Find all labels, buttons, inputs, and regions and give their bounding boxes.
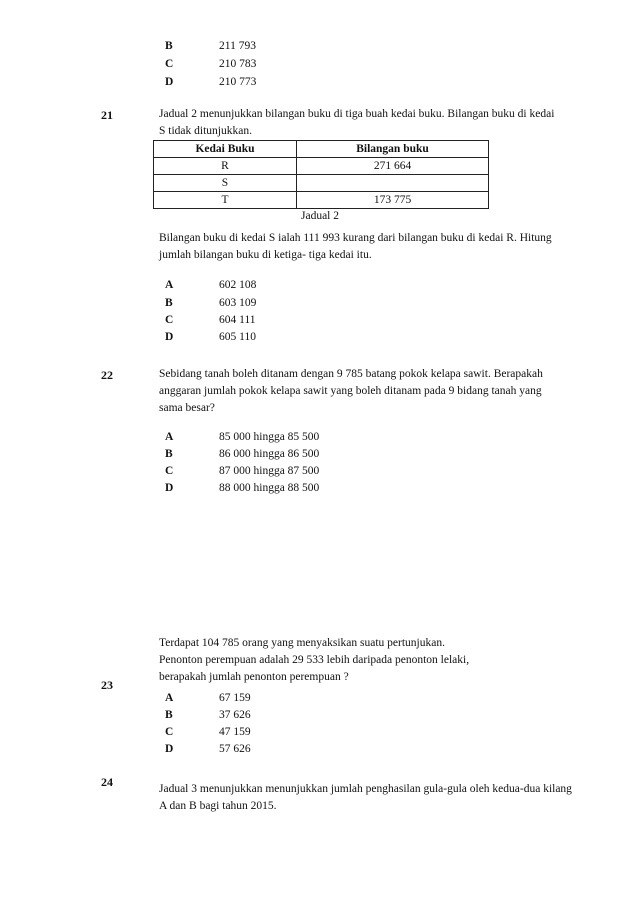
table-cell-bilangan: 173 775 <box>297 192 489 209</box>
table-caption: Jadual 2 <box>301 210 340 222</box>
q23-question-line2: Penonton perempuan adalah 29 533 lebih daripada penonton lelaki, <box>159 654 470 666</box>
q21-intro-line1: Jadual 2 menunjukkan bilangan buku di tiga buah kedai buku. Bilangan buku di kedai <box>159 108 555 120</box>
q20-option-b-text: 211 793 <box>219 40 256 52</box>
q22-option-b-text: 86 000 hingga 86 500 <box>219 448 320 460</box>
q21-question <box>159 230 552 264</box>
table-header-row <box>154 141 489 158</box>
q22-question-line2: anggaran jumlah pokok kelapa sawit yang boleh ditanam pada 9 bidang tanah yang <box>159 385 542 397</box>
q23-option-b-text: 37 626 <box>219 709 251 721</box>
q20-option-d-letter: D <box>165 76 174 88</box>
q22-option-c-letter: C <box>165 465 174 477</box>
q21-option-c-letter: C <box>165 314 174 326</box>
q21-question-line1: Bilangan buku di kedai S ialah 111 993 kurang dari bilangan buku di kedai R. Hitung <box>159 232 552 244</box>
q21-question-line2: jumlah bilangan buku di ketiga- tiga kedai itu. <box>159 249 372 261</box>
q24-question <box>159 781 572 815</box>
q23-option-a-letter: A <box>165 692 174 704</box>
jadual-2-table <box>153 140 489 209</box>
q24-question-line1: Jadual 3 menunjukkan menunjukkan jumlah penghasilan gula-gula oleh kedua-dua kilang <box>159 783 572 795</box>
q21-option-a-text: 602 108 <box>219 279 257 291</box>
q21-option-d-text: 605 110 <box>219 331 256 343</box>
q23-option-b-letter: B <box>165 709 173 721</box>
table-cell-bilangan <box>297 175 489 192</box>
question-number-22: 22 <box>101 368 113 382</box>
q21-option-b-text: 603 109 <box>219 297 257 309</box>
question-number-24: 24 <box>101 775 113 789</box>
q22-option-b-letter: B <box>165 448 173 460</box>
q20-option-c-text: 210 783 <box>219 58 257 70</box>
table-row <box>154 192 489 209</box>
table-row <box>154 175 489 192</box>
q23-option-c-text: 47 159 <box>219 726 251 738</box>
q23-question-line3: berapakah jumlah penonton perempuan ? <box>159 671 349 683</box>
q22-question <box>159 366 543 417</box>
q23-option-c-letter: C <box>165 726 174 738</box>
q23-option-d-text: 57 626 <box>219 743 251 755</box>
q20-option-d-text: 210 773 <box>219 76 257 88</box>
q23-question-line1: Terdapat 104 785 orang yang menyaksikan suatu pertunjukan. <box>159 637 445 649</box>
table-row <box>154 158 489 175</box>
q22-question-line3: sama besar? <box>159 402 215 414</box>
question-number-23: 23 <box>101 678 113 692</box>
q21-option-a-letter: A <box>165 279 174 291</box>
q21-option-c-text: 604 111 <box>219 314 256 326</box>
table-header-bilangan: Bilangan buku <box>297 141 489 158</box>
q22-option-c-text: 87 000 hingga 87 500 <box>219 465 320 477</box>
q22-option-d-text: 88 000 hingga 88 500 <box>219 482 320 494</box>
q21-option-d-letter: D <box>165 331 174 343</box>
q23-option-a-text: 67 159 <box>219 692 251 704</box>
q20-option-c-letter: C <box>165 58 174 70</box>
q22-option-a-letter: A <box>165 431 174 443</box>
table-cell-kedai: S <box>154 175 297 192</box>
q21-option-b-letter: B <box>165 297 173 309</box>
q21-intro <box>159 106 554 140</box>
table-cell-kedai: R <box>154 158 297 175</box>
question-number-21: 21 <box>101 108 113 122</box>
q23-option-d-letter: D <box>165 743 174 755</box>
q23-question <box>159 635 469 686</box>
q20-option-b-letter: B <box>165 40 173 52</box>
q24-question-line2: A dan B bagi tahun 2015. <box>159 800 277 812</box>
q22-question-line1: Sebidang tanah boleh ditanam dengan 9 785 batang pokok kelapa sawit. Berapakah <box>159 368 543 380</box>
q22-option-d-letter: D <box>165 482 174 494</box>
q22-option-a-text: 85 000 hingga 85 500 <box>219 431 320 443</box>
table-header-kedai: Kedai Buku <box>154 141 297 158</box>
table-cell-bilangan: 271 664 <box>297 158 489 175</box>
q21-intro-line2: S tidak ditunjukkan. <box>159 125 252 137</box>
table-cell-kedai: T <box>154 192 297 209</box>
